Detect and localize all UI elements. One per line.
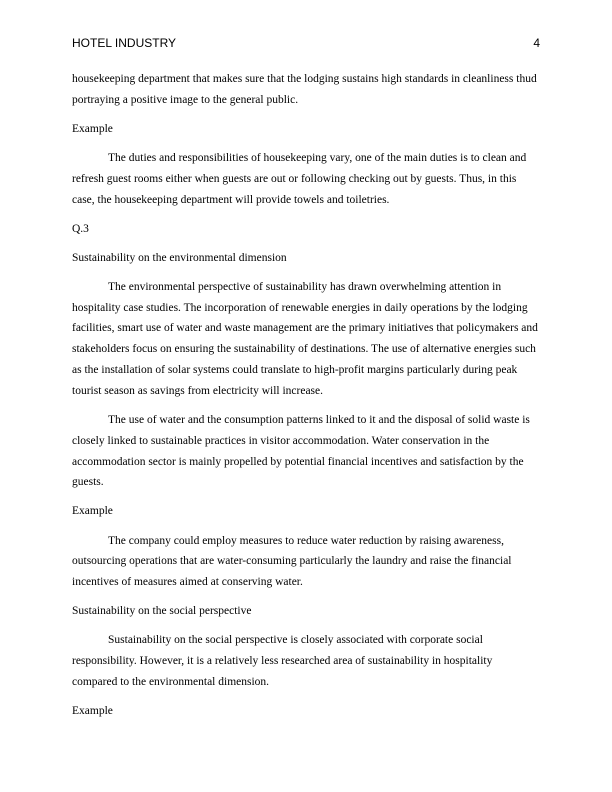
heading-example: Example bbox=[72, 505, 113, 518]
running-title: HOTEL INDUSTRY bbox=[72, 36, 177, 50]
page-header bbox=[72, 35, 540, 51]
paragraph-water-consumption: The use of water and the consumption patterns linked to it and the disposal of solid waste is closely linked to sustainable practices in visitor accommodation. Water conservation in the accommodation sector is mainly propelled by potential financial incentives and satisfaction by the guests. bbox=[72, 413, 530, 489]
paragraph-social-perspective: Sustainability on the social perspective is closely associated with corporate social responsibility. However, it is a relatively less researched area of sustainability in hospitality compared to the environmental dimension. bbox=[72, 634, 493, 688]
heading-example: Example bbox=[72, 122, 113, 135]
paragraph-housekeeping-duties: The duties and responsibilities of housekeeping vary, one of the main duties is to clean and refresh guest rooms either when guests are out or following checking out by guests. Thus, in this case, the housekeeping department will provide towels and toiletries. bbox=[72, 151, 527, 206]
page-number: 4 bbox=[533, 36, 540, 50]
paragraph-continuation: housekeeping department that makes sure that the lodging sustains high standards in cleanliness thud portraying a positive image to the general public. bbox=[72, 73, 537, 106]
heading-example: Example bbox=[72, 704, 113, 717]
heading-environmental-dimension: Sustainability on the environmental dimension bbox=[72, 251, 287, 264]
heading-social-perspective: Sustainability on the social perspective bbox=[72, 605, 252, 618]
document-body bbox=[72, 69, 540, 730]
paragraph-environmental-perspective: The environmental perspective of sustainability has drawn overwhelming attention in hospitality case studies. The incorporation of renewable energies in daily operations by the lodging facilities, smart use of water and waste management are the primary initiatives that policymakers and stakeholders focus on ensuring the sustainability of destinations. The use of alternative energies such as the installation of solar systems could translate to high-profit margins particularly during peak tourist season as savings from electricity will increase. bbox=[72, 280, 538, 397]
heading-question-3: Q.3 bbox=[72, 222, 89, 235]
paragraph-water-reduction: The company could employ measures to reduce water reduction by raising awareness, outsourcing operations that are water-consuming particularly the laundry and raise the financial incentives of measures aimed at conserving water. bbox=[72, 534, 512, 589]
